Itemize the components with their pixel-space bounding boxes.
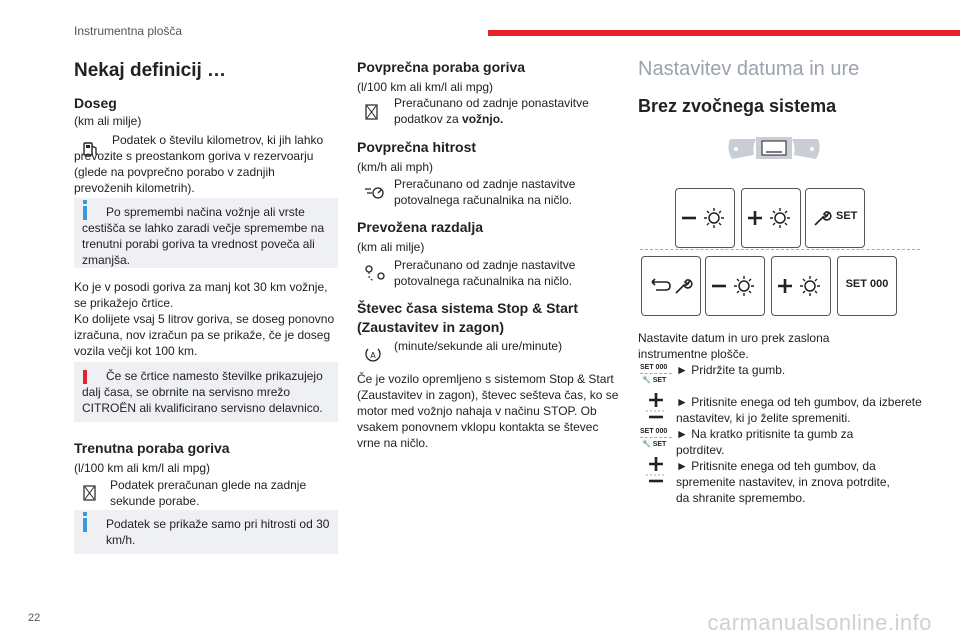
divider-dashed — [640, 249, 920, 250]
wrench-set-button[interactable] — [805, 188, 865, 248]
info-note-driving — [74, 198, 338, 268]
fuel-consumption-icon — [364, 103, 380, 121]
brightness-up-button[interactable] — [741, 188, 801, 248]
current-consumption-text: Podatek preračunan glede na zadnje sekunde porabe. — [110, 478, 307, 508]
avg-speed-heading: Povprečna hitrost — [357, 139, 477, 155]
set-label: SET — [836, 210, 858, 222]
distance-unit: (km ali milje) — [357, 240, 425, 254]
current-consumption-heading: Trenutna poraba goriva — [74, 440, 230, 456]
avg-fuel-unit: (l/100 km ali km/l ali mpg) — [357, 80, 494, 94]
stop-start-icon — [364, 345, 382, 363]
page-number: 22 — [28, 612, 41, 624]
plus-sun-icon — [746, 207, 796, 229]
warning-note-dashes — [74, 362, 338, 422]
svg-text:A: A — [370, 351, 376, 360]
distance-text: Preračunano od zadnje nastavitve potovalnega računalnika na ničlo. — [394, 258, 576, 288]
plus-sun-icon — [776, 275, 826, 297]
plus-minus-icon — [645, 456, 667, 486]
instrument-cluster-icon — [724, 133, 824, 165]
info-note-speed-text: Podatek se prikaže samo pri hitrosti od 30 km/h. — [106, 517, 330, 547]
watermark-url: carmanualsonline.info — [707, 610, 932, 635]
range-heading: Doseg — [74, 95, 117, 111]
wrench-icon — [812, 208, 832, 228]
intro-text: Nastavite datum in uro prek zaslona instrumentne plošče. — [638, 331, 830, 361]
avg-fuel-text: Preračunano od zadnje ponastavitve podatkov za vožnjo. — [394, 96, 589, 126]
wrench-set-mini: 🔧 SET — [642, 441, 667, 448]
range-unit: (km ali milje) — [74, 114, 142, 128]
range-text: Podatek o številu kilometrov, ki jih lahko prevozite s preostankom goriva v rezervoarju (glede na povprečno porabo v zadnjih prevoženih kilometrih). — [74, 133, 324, 195]
info-note-speed — [74, 510, 338, 554]
set-000-label: SET 000 — [845, 278, 889, 290]
step-4: ► Pritisnite enega od teh gumbov, da spremenite nastavitev, in znova potrdite, da shranite spremembo. — [676, 459, 890, 505]
distance-icon — [364, 264, 388, 282]
fuel-consumption-icon — [82, 484, 98, 502]
subsection-heading: Brez zvočnega sistema — [638, 96, 837, 116]
section-title: Instrumentna plošča — [74, 24, 183, 38]
back-wrench-button[interactable] — [641, 256, 701, 316]
minus-sun-icon — [710, 275, 760, 297]
range-para-2: Ko dolijete vsaj 5 litrov goriva, se doseg ponovno izračuna, nov izračun pa se prikaže, če je doseg vozila večji kot 100 km. — [74, 312, 335, 358]
stop-start-unit: (minute/sekunde ali ure/minute) — [394, 339, 563, 353]
step1-icons: SET 000 🔧 SET — [640, 364, 672, 394]
distance-heading: Prevožena razdalja — [357, 219, 484, 235]
current-consumption-unit: (l/100 km ali km/l ali mpg) — [74, 461, 211, 475]
info-note-text: Po spremembi načina vožnje ali vrste cestišča se lahko zaradi večje spremembe na trenutni porabi goriva ta vrednost poveča ali zmanjša. — [82, 205, 325, 267]
speed-icon — [364, 184, 386, 200]
step3-icons: SET 000 🔧 SET — [640, 428, 672, 458]
minus-sun-icon — [680, 207, 730, 229]
stop-start-heading-2: (Zaustavitev in zagon) — [357, 319, 505, 335]
step-2: ► Pritisnite enega od teh gumbov, da izberete nastavitev, ki jo želite spremeniti. — [676, 395, 922, 425]
set-000-button[interactable] — [837, 256, 897, 316]
step-3: ► Na kratko pritisnite ta gumb za potrditev. — [676, 427, 854, 457]
header-accent-bar — [488, 30, 960, 36]
wrench-set-mini: 🔧 SET — [642, 377, 667, 384]
brightness-down-button[interactable] — [675, 188, 735, 248]
range-para-1: Ko je v posodi goriva za manj kot 30 km vožnje, se prikažejo črtice. — [74, 280, 328, 310]
back-wrench-icon — [648, 276, 696, 296]
avg-speed-text: Preračunano od zadnje nastavitve potovalnega računalnika na ničlo. — [394, 177, 576, 207]
plus-minus-icon — [645, 392, 667, 422]
section-heading: Nastavitev datuma in ure — [638, 58, 860, 80]
step-1: ► Pridržite ta gumb. — [676, 363, 786, 377]
avg-speed-unit: (km/h ali mph) — [357, 160, 434, 174]
stop-start-text: Če je vozilo opremljeno s sistemom Stop & Start (Zaustavitev in zagon), števec sešteva čas, ko se motor med vožnjo nahaja v načinu STOP. Ob vsakem ponovnem vklopu kontakta se števec vrne na ničlo. — [357, 372, 619, 450]
warning-note-text: Če se črtice namesto številke prikazujejo dalj časa, se obrnite na servisno mrežo CITROËN ali kvalificirano servisno delavnico. — [82, 369, 323, 415]
brightness-down-button-2[interactable] — [705, 256, 765, 316]
avg-fuel-heading: Povprečna poraba goriva — [357, 59, 526, 75]
brightness-up-button-2[interactable] — [771, 256, 831, 316]
page-title: Nekaj definicij … — [74, 60, 227, 81]
info-icon — [83, 518, 87, 532]
stop-start-heading-1: Števec časa sistema Stop & Start — [357, 300, 578, 316]
